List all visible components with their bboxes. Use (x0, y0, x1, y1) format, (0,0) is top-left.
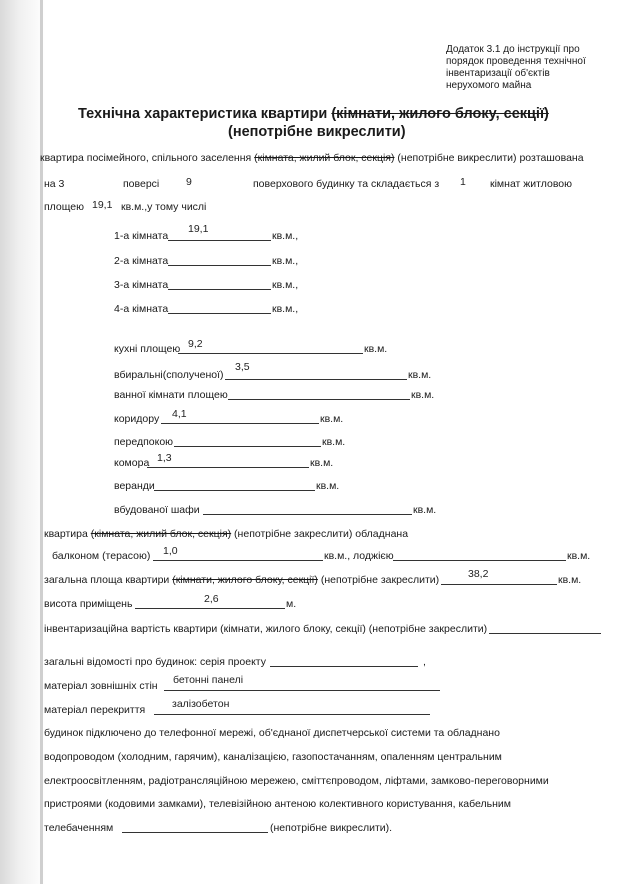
corridor-value: 4,1 (172, 408, 187, 420)
storage-label: комора (114, 457, 150, 469)
living-area-value: 19,1 (92, 199, 113, 211)
tv-line (122, 832, 268, 833)
title-text: Технічна характеристика квартири (78, 106, 332, 122)
equipment-text-end: (непотрібне закреслити) обладнана (231, 528, 409, 540)
total-area-strikethrough: (кімнати, жилого блоку, секції) (172, 574, 318, 586)
kitchen-label: кухні площею (114, 343, 181, 355)
wardrobe-line (203, 514, 412, 515)
floor-material-label: матеріал перекриття (44, 704, 146, 716)
wardrobe-label: вбудованої шафи (114, 504, 200, 516)
total-area-line-blank (441, 584, 557, 585)
height-value: 2,6 (204, 593, 219, 605)
toilet-unit: кв.м. (408, 369, 432, 381)
utilities-line-3: електроосвітленням, радіотрансляційною мережею, сміттєпроводом, ліфтами, замково-переговорними (44, 775, 549, 787)
utilities-line-2: водопроводом (холодним, гарячим), каналізацією, газопостачанням, опаленням центральним (44, 751, 502, 763)
equipment-text: квартира (44, 528, 91, 540)
total-area-line (44, 574, 439, 586)
general-comma: , (423, 656, 426, 668)
room-2-label: 2-а кімната (114, 255, 169, 267)
balcony-value: 1,0 (163, 545, 178, 557)
hall-line (174, 446, 321, 447)
apartment-type-line (40, 152, 584, 164)
room-3-label: 3-а кімната (114, 279, 169, 291)
corridor-label: коридору (114, 413, 160, 425)
equipment-strikethrough: (кімната, жилий блок, секція) (90, 528, 232, 540)
walls-label: матеріал зовнішніх стін (44, 680, 158, 692)
balcony-label: балконом (терасою) (52, 550, 151, 562)
bath-unit: кв.м. (411, 389, 435, 401)
height-unit: м. (286, 598, 297, 610)
room-2-line (168, 265, 271, 266)
bath-label: ванної кімнати площею (114, 389, 228, 401)
rooms-count-value: 1 (460, 176, 466, 188)
apartment-type-text: квартира посімейного, спільного заселення (40, 152, 255, 164)
utilities-line-4: пристроями (кодовими замками), телевізійною антеною колективного користування, кабельним (44, 798, 511, 810)
room-2-unit: кв.м., (272, 255, 299, 267)
veranda-label: веранди (114, 480, 155, 492)
equipment-line (44, 528, 408, 540)
room-1-label: 1-а кімната (114, 230, 169, 242)
toilet-value: 3,5 (235, 361, 250, 373)
floor-material-value: залізобетон (172, 698, 230, 710)
kitchen-unit: кв.м. (364, 343, 388, 355)
header-note: Додаток 3.1 до інструкції про порядок проведення технічної інвентаризації об'єктів нерухомого майна (446, 44, 586, 91)
total-area-text: загальна площа квартири (44, 574, 173, 586)
utilities-line-1: будинок підключено до телефонної мережі, об'єднаної диспетчерської системи та обладнано (44, 727, 500, 739)
veranda-line (154, 490, 315, 491)
loggia-unit: кв.м. (567, 550, 591, 562)
scan-page-edge (40, 0, 43, 884)
general-line (270, 666, 418, 667)
room-1-line (168, 240, 271, 241)
room-4-line (168, 313, 271, 314)
living-area-prefix: площею (44, 201, 85, 213)
room-1-value: 19,1 (188, 223, 209, 235)
general-label: загальні відомості про будинок: серія проекту (44, 656, 266, 668)
cost-label: інвентаризаційна вартість квартири (кімнати, жилого блоку, секції) (непотрібне закреслити) (44, 623, 488, 635)
room-4-label: 4-а кімната (114, 303, 169, 315)
floor-prefix: на 3 (44, 178, 65, 190)
apartment-type-strikethrough: (кімната, жилий блок, секція) (254, 152, 395, 164)
walls-line (164, 690, 440, 691)
room-1-unit: кв.м., (272, 230, 299, 242)
room-3-line (168, 289, 271, 290)
bath-line (228, 399, 410, 400)
toilet-label: вбиральні(сполученої) (114, 369, 224, 381)
title-strikethrough: (кімнати, жилого блоку, секції) (331, 106, 549, 122)
apartment-type-text-end: (непотрібне викреслити) розташована (394, 152, 584, 164)
storage-unit: кв.м. (310, 457, 334, 469)
storage-value: 1,3 (157, 452, 172, 464)
kitchen-value: 9,2 (188, 338, 203, 350)
cost-line (489, 633, 601, 634)
toilet-line (225, 379, 407, 380)
balcony-unit: кв.м., лоджією (324, 550, 394, 562)
balcony-line (153, 560, 323, 561)
room-4-unit: кв.м., (272, 303, 299, 315)
tv-suffix: (непотрібне викреслити). (270, 822, 393, 834)
loggia-line (393, 560, 566, 561)
building-text: поверхового будинку та складається з (253, 178, 440, 190)
living-area-suffix: кв.м.,у тому числі (121, 201, 207, 213)
document-title-line1 (78, 106, 549, 123)
veranda-unit: кв.м. (316, 480, 340, 492)
corridor-unit: кв.м. (320, 413, 344, 425)
total-area-unit: кв.м. (558, 574, 582, 586)
document-title-line2: (непотрібне викреслити) (228, 124, 406, 140)
height-line (135, 608, 285, 609)
utilities-line-5: телебаченням (44, 822, 114, 834)
walls-value: бетонні панелі (173, 674, 244, 686)
floors-value: 9 (186, 176, 192, 188)
rooms-word: кімнат житловою (490, 178, 573, 190)
floor-word: поверсі (123, 178, 160, 190)
storage-line (147, 467, 309, 468)
corridor-line (161, 423, 319, 424)
wardrobe-unit: кв.м. (413, 504, 437, 516)
kitchen-line (178, 353, 363, 354)
floor-material-line (154, 714, 430, 715)
room-3-unit: кв.м., (272, 279, 299, 291)
height-label: висота приміщень (44, 598, 133, 610)
total-area-text-end: (непотрібне закреслити) (317, 574, 440, 586)
hall-unit: кв.м. (322, 436, 346, 448)
hall-label: передпокою (114, 436, 174, 448)
total-area-value: 38,2 (468, 568, 489, 580)
